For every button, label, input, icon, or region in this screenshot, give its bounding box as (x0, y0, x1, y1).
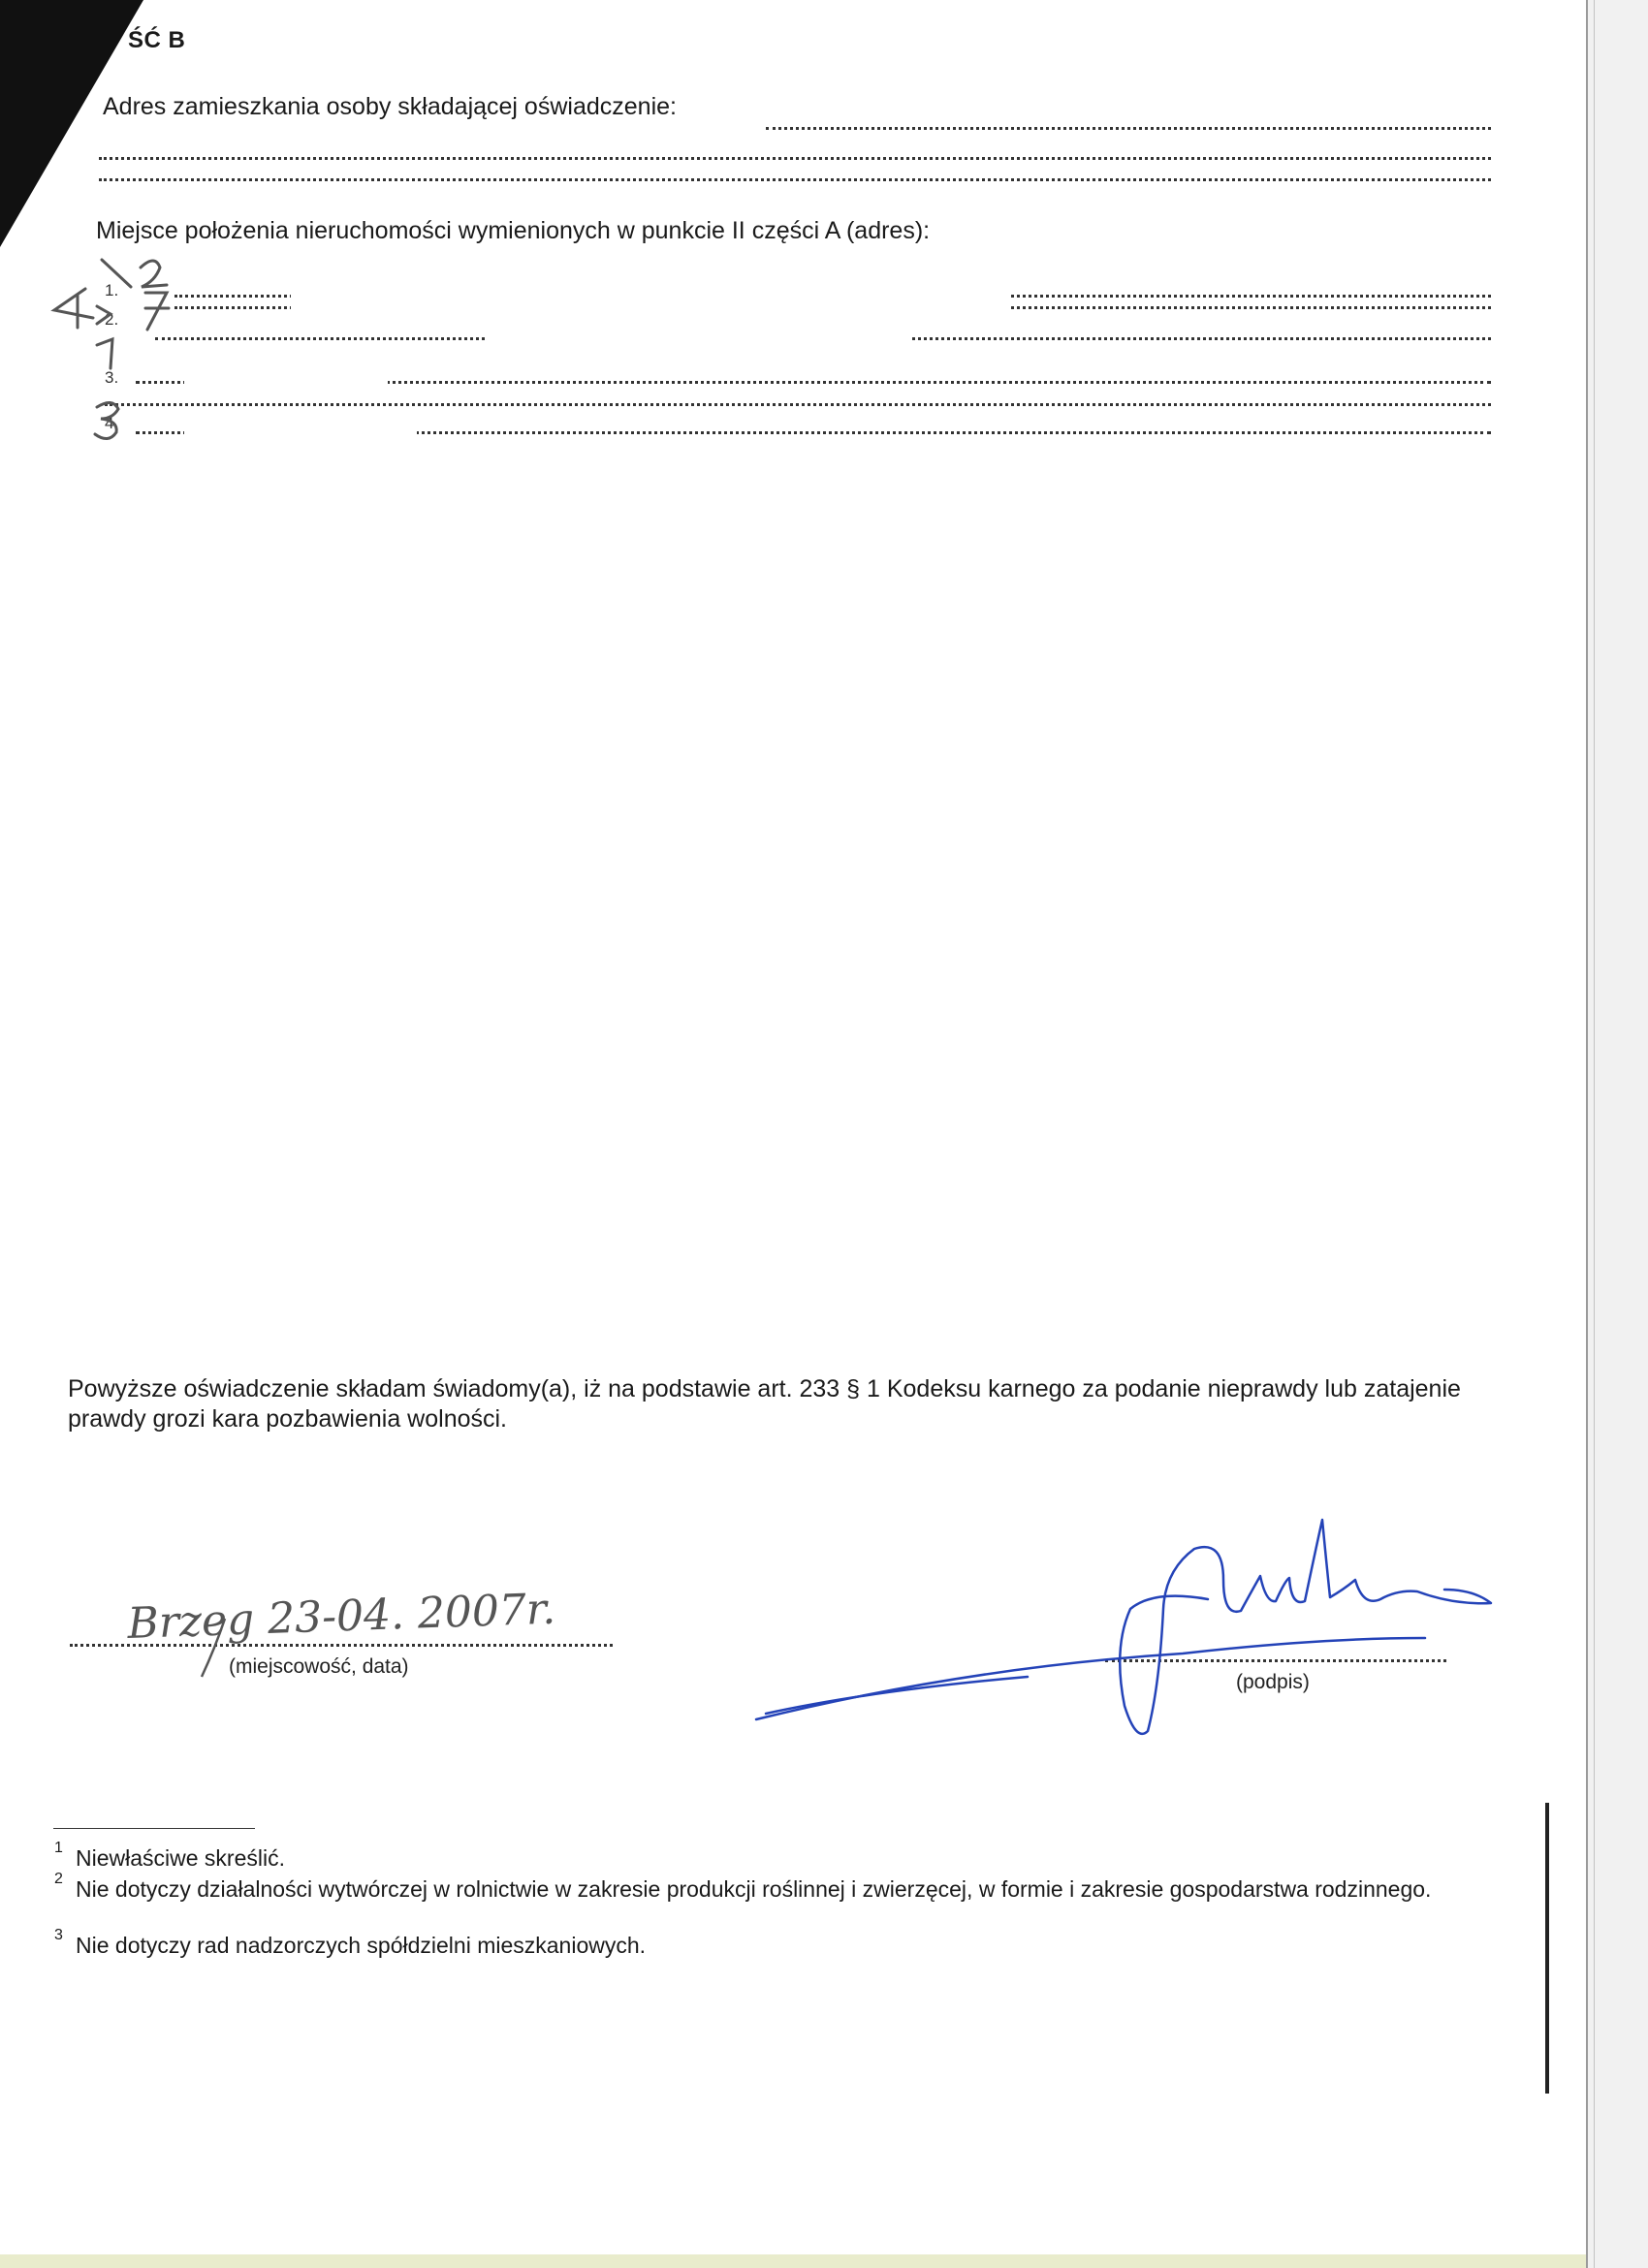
place-date-caption: (miejscowość, data) (229, 1655, 409, 1678)
footnote-number: 2 (54, 1871, 63, 1887)
property-line-number: 3. (105, 368, 119, 387)
address-label: Adres zamieszkania osoby składającej oświadczenie: (103, 93, 677, 120)
footnote-number: 3 (54, 1927, 63, 1943)
statement-text: Powyższe oświadczenie składam świadomy(a), iż na podstawie art. 233 § 1 Kodeksu karnego za podanie nieprawdy lub zatajenie prawdy grozi kara pozbawienia wolności. (68, 1375, 1461, 1433)
footnote-rule (53, 1828, 255, 1829)
footnote-text: Niewłaściwe skreślić. (76, 1845, 285, 1871)
footnote-number: 1 (54, 1840, 63, 1856)
property-line-number: 2. (105, 310, 119, 329)
section-title: ŚĆ B (128, 27, 186, 53)
property-line-number: 4. (105, 414, 119, 432)
property-label: Miejsce położenia nieruchomości wymienionych w punkcie II części A (adres): (96, 217, 931, 244)
footnote-text: Nie dotyczy działalności wytwórczej w rolnictwie w zakresie produkcji roślinnej i zwierzęcej, w formie i zakresie gospodarstwa rodzinnego. (76, 1876, 1432, 1902)
place-date-handwritten-text: Brzeg 23-04. 2007r. (126, 1584, 556, 1649)
footnote-text: Nie dotyczy rad nadzorczych spółdzielni mieszkaniowych. (76, 1933, 647, 1958)
signature-caption: (podpis) (1236, 1671, 1310, 1693)
property-line-number: 1. (105, 281, 119, 299)
